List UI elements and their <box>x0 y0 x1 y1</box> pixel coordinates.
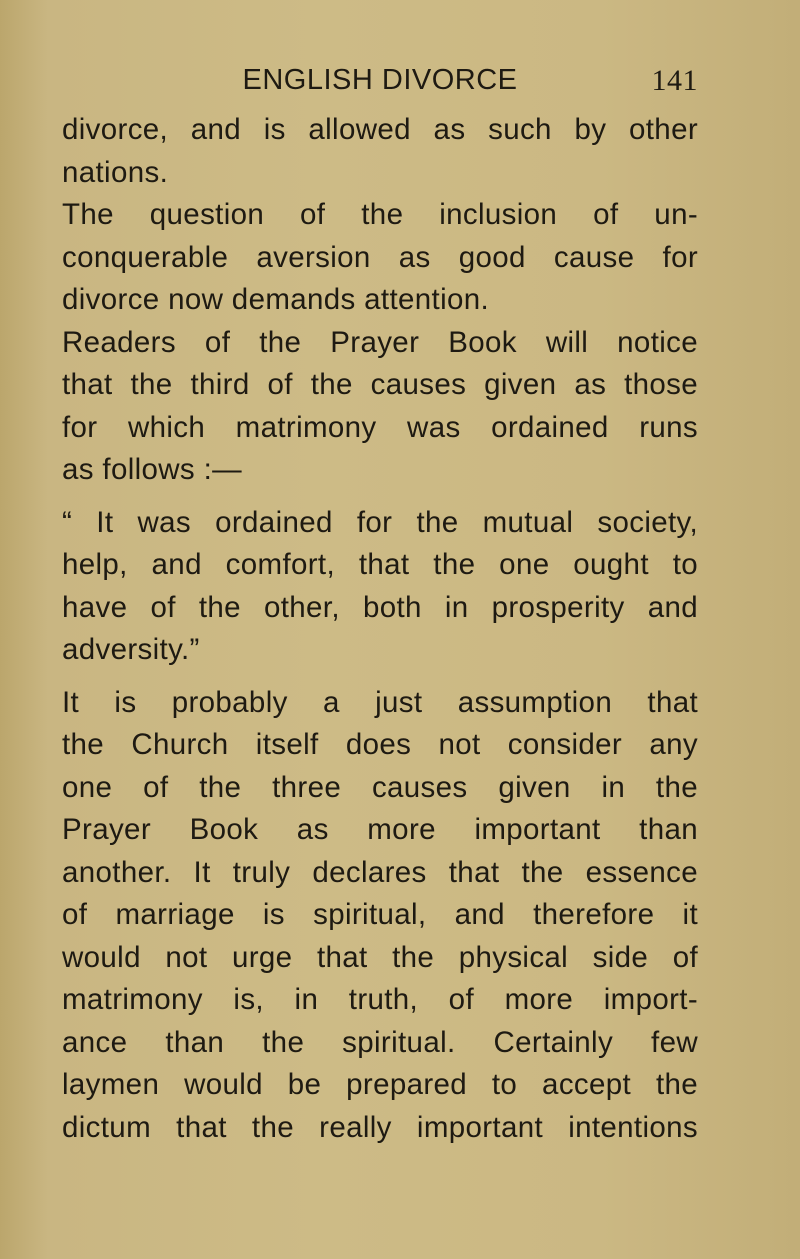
text-line: the Church itself does not consider any <box>62 728 698 761</box>
text-line: divorce, and is allowed as such by other <box>62 113 698 146</box>
text-line: It is probably a just assumption that <box>62 685 698 719</box>
text-line: help, and comfort, that the one ought to <box>62 548 698 581</box>
paragraph-gap <box>62 672 698 682</box>
text-line: another. It truly declares that the essence <box>62 855 698 889</box>
text-line: “ It was ordained for the mutual society, <box>62 505 698 539</box>
text-line: have of the other, both in prosperity and <box>62 590 698 624</box>
quotation <box>62 502 698 672</box>
text-line: nations. <box>62 155 169 189</box>
running-head <box>62 64 698 108</box>
text-line: laymen would be prepared to accept the <box>62 1068 698 1101</box>
text-line: as follows :— <box>62 453 242 486</box>
text-line: of marriage is spiritual, and therefore it <box>62 898 698 931</box>
text-line: Prayer Book as more important than <box>62 813 698 846</box>
paragraph-3 <box>62 322 698 492</box>
text-line: ance than the spiritual. Certainly few <box>62 1025 698 1059</box>
text-line: that the third of the causes given as those <box>62 368 698 401</box>
body-text <box>62 109 698 1149</box>
text-line: conquerable aversion as good cause for <box>62 240 698 274</box>
running-title: ENGLISH DIVORCE <box>242 64 518 96</box>
text-line: one of the three causes given in the <box>62 770 698 804</box>
text-line: dictum that the really important intentions <box>62 1110 698 1144</box>
paragraph-4 <box>62 682 698 1150</box>
text-line: Readers of the Prayer Book will notice <box>62 325 698 359</box>
text-line: divorce now demands attention. <box>62 283 490 316</box>
paragraph-gap <box>62 492 698 502</box>
text-line: adversity.” <box>62 633 200 666</box>
text-line: for which matrimony was ordained runs <box>62 410 698 444</box>
text-line: would not urge that the physical side of <box>62 940 698 974</box>
text-line: matrimony is, in truth, of more import- <box>62 983 698 1016</box>
page-number: 141 <box>651 64 698 97</box>
text-line: The question of the inclusion of un- <box>62 198 698 231</box>
paragraph-1 <box>62 109 698 194</box>
paragraph-2 <box>62 194 698 322</box>
